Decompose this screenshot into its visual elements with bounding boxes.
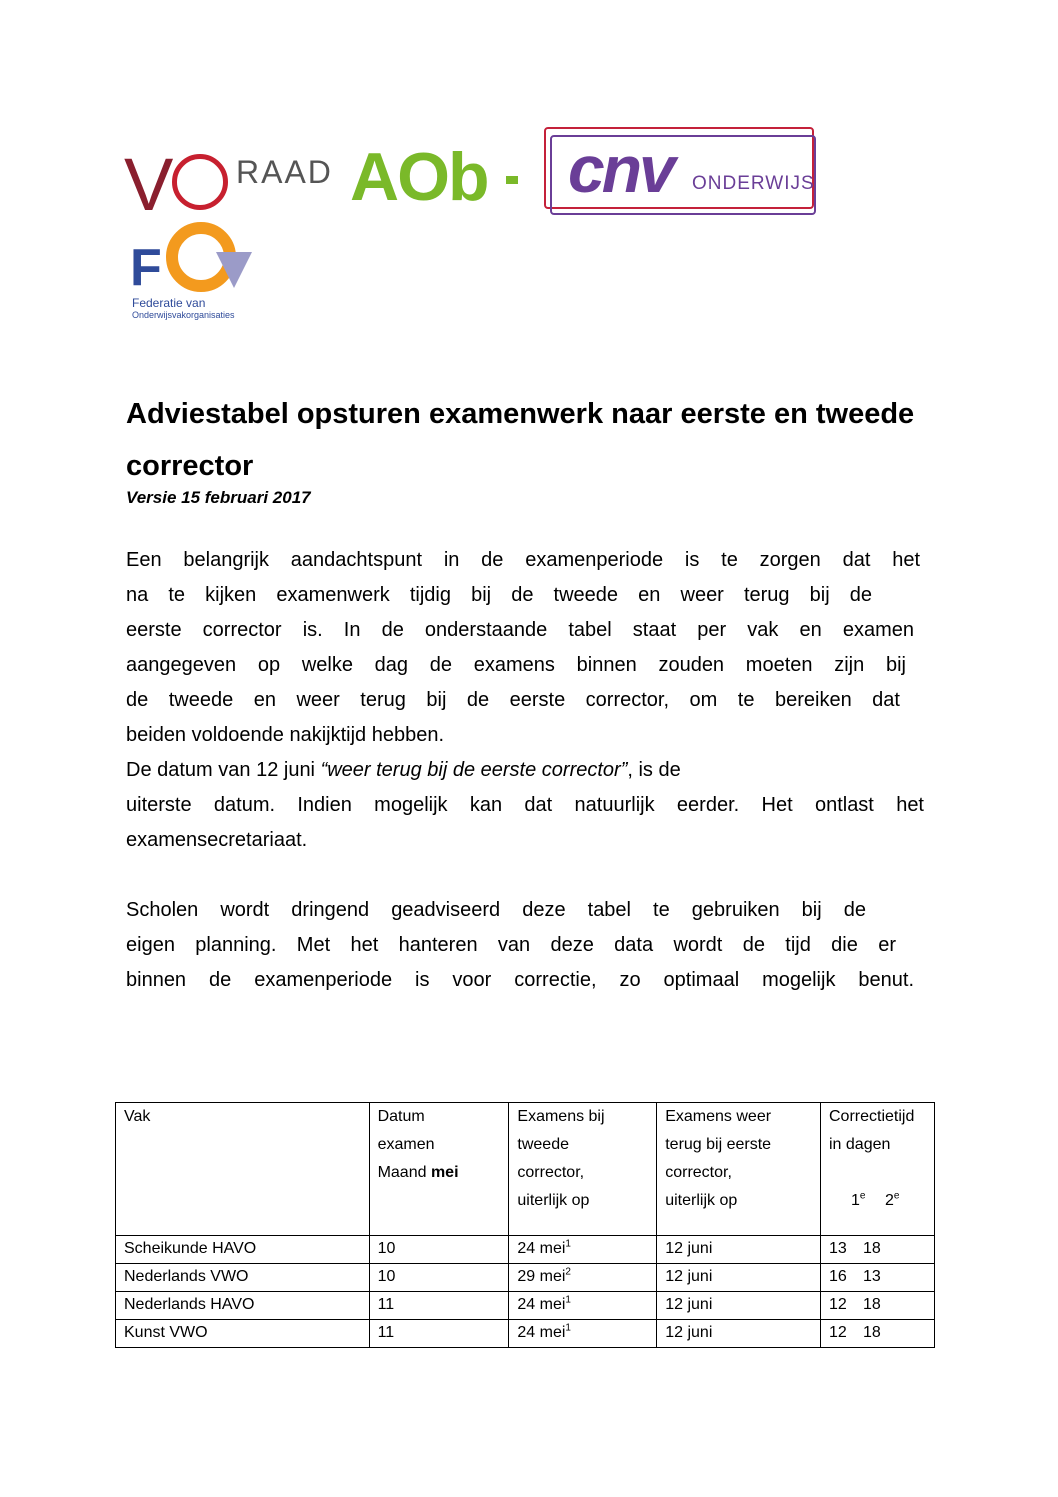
header-eerste-line: Examens weer [665,1108,772,1125]
vo-raad-logo [124,143,333,226]
document-title: Adviestabel opsturen examenwerk naar eerste en tweede corrector [126,398,915,482]
cell-correctie-1: 13 [829,1240,847,1257]
header-datum-maand-label: Maand [377,1164,427,1181]
date-line-pre: De datum van 12 juni [126,759,321,781]
header-eerste-line: uiterlijk op [665,1192,738,1209]
cell-tweede-date: 24 mei [517,1240,566,1257]
cell-correctie [821,1320,935,1348]
cell-tweede [509,1292,657,1320]
cell-eerste: 12 juni [657,1236,821,1264]
table-header-row [116,1103,935,1236]
cell-vak: Nederlands VWO [116,1264,370,1292]
header-tweede-line: tweede [517,1136,569,1153]
cell-eerste: 12 juni [657,1264,821,1292]
cell-tweede [509,1236,657,1264]
paragraph2-line: Scholen wordt dringend geadviseerd deze tabel te gebruiken bij de [126,899,866,921]
table-row [116,1236,935,1264]
aob-logo-text: AOb [350,139,488,215]
header-tweede-line: corrector, [517,1164,585,1181]
cell-correctie [821,1264,935,1292]
header-eerste-line: corrector, [665,1164,732,1181]
header-datum-line: Datum [377,1108,425,1125]
cnv-onderwijs-logo [544,127,814,213]
fov-logo-line1: Federatie van [132,296,206,310]
header-datum-maand [378,1159,501,1187]
header-vak-label: Vak [124,1108,151,1125]
footnote-ref: 2 [565,1266,571,1278]
cnv-logo-subtitle: ONDERWIJS [692,173,815,194]
paragraph1-line: eerste corrector is. In de onderstaande tabel staat per vak en examen [126,619,914,641]
cell-eerste: 12 juni [657,1320,821,1348]
document-version: Versie 15 februari 2017 [126,488,311,507]
date-line-quote: “weer terug bij de eerste corrector” [320,759,628,781]
cell-correctie [821,1236,935,1264]
aob-logo [350,139,530,215]
advice-table [115,1102,935,1348]
vo-logo-o-ring [172,154,228,210]
table-row [116,1292,935,1320]
cell-tweede-date: 29 mei [517,1268,566,1285]
header-correctie-ordinals [829,1187,926,1215]
cell-tweede-date: 24 mei [517,1296,566,1313]
cell-correctie [821,1292,935,1320]
fov-logo-line2: Onderwijsvakorganisaties [132,310,235,320]
table-row [116,1264,935,1292]
cell-eerste: 12 juni [657,1292,821,1320]
header-datum-maand-bold: mei [430,1164,459,1181]
header-first: 1 [851,1192,860,1209]
cell-correctie-2: 13 [863,1268,881,1285]
header-second-sup: e [893,1190,900,1202]
cell-correctie-2: 18 [863,1240,881,1257]
fov-logo-v-shape [216,252,252,288]
header-first-sup: e [859,1190,866,1202]
aob-logo-dash [506,176,518,184]
cell-tweede-date: 24 mei [517,1324,566,1341]
header-datum [369,1103,509,1236]
cnv-logo-text: cnv [568,132,673,206]
header-tweede-line: Examens bij [517,1108,605,1125]
cell-datum: 11 [369,1320,509,1348]
vo-logo-raad: RAAD [236,154,333,190]
cell-vak: Kunst VWO [116,1320,370,1348]
cell-vak: Scheikunde HAVO [116,1236,370,1264]
date-line-post: , is de [627,759,681,781]
header-second: 2 [885,1192,894,1209]
paragraph1-line: de tweede en weer terug bij de eerste corrector, om te bereiken dat [126,689,900,711]
footnote-ref: 1 [565,1322,571,1334]
cell-datum: 10 [369,1264,509,1292]
paragraph1-date-line [126,753,681,787]
paragraph1-line: examensecretariaat. [126,829,308,851]
header-vak [116,1103,370,1236]
header-tweede [509,1103,657,1236]
footnote-ref: 1 [565,1238,571,1250]
cell-correctie-2: 18 [863,1324,881,1341]
header-eerste-line: terug bij eerste [665,1136,772,1153]
cell-correctie-1: 16 [829,1268,847,1285]
paragraph1-line: na te kijken examenwerk tijdig bij de tweede en weer terug bij de [126,584,872,606]
vo-logo-v: V [124,143,174,226]
cell-datum: 11 [369,1292,509,1320]
header-correctie-line: Correctietijd [829,1108,915,1125]
cell-vak: Nederlands HAVO [116,1292,370,1320]
paragraph2-line: binnen de examenperiode is voor correctie, zo optimaal mogelijk benut. [126,969,914,991]
footnote-ref: 1 [565,1294,571,1306]
cell-tweede [509,1320,657,1348]
fov-logo-f: F [130,239,162,297]
cell-correctie-2: 18 [863,1296,881,1313]
header-correctie [821,1103,935,1236]
header-correctie-line: in dagen [829,1136,891,1153]
paragraph1-line: uiterste datum. Indien mogelijk kan dat natuurlijk eerder. Het ontlast het [126,794,924,816]
cell-datum: 10 [369,1236,509,1264]
paragraph1-line: beiden voldoende nakijktijd hebben. [126,724,445,746]
header-datum-line: examen [377,1136,435,1153]
table-row [116,1320,935,1348]
cell-correctie-1: 12 [829,1296,847,1313]
fov-logo [130,222,270,322]
header-eerste [657,1103,821,1236]
paragraph2-line: eigen planning. Met het hanteren van deze data wordt de tijd die er [126,934,896,956]
cell-tweede [509,1264,657,1292]
header-tweede-line: uiterlijk op [517,1192,590,1209]
paragraph1-line: Een belangrijk aandachtspunt in de examenperiode is te zorgen dat het [126,549,920,571]
cell-correctie-1: 12 [829,1324,847,1341]
paragraph1-line: aangegeven op welke dag de examens binnen zouden moeten zijn bij [126,654,906,676]
